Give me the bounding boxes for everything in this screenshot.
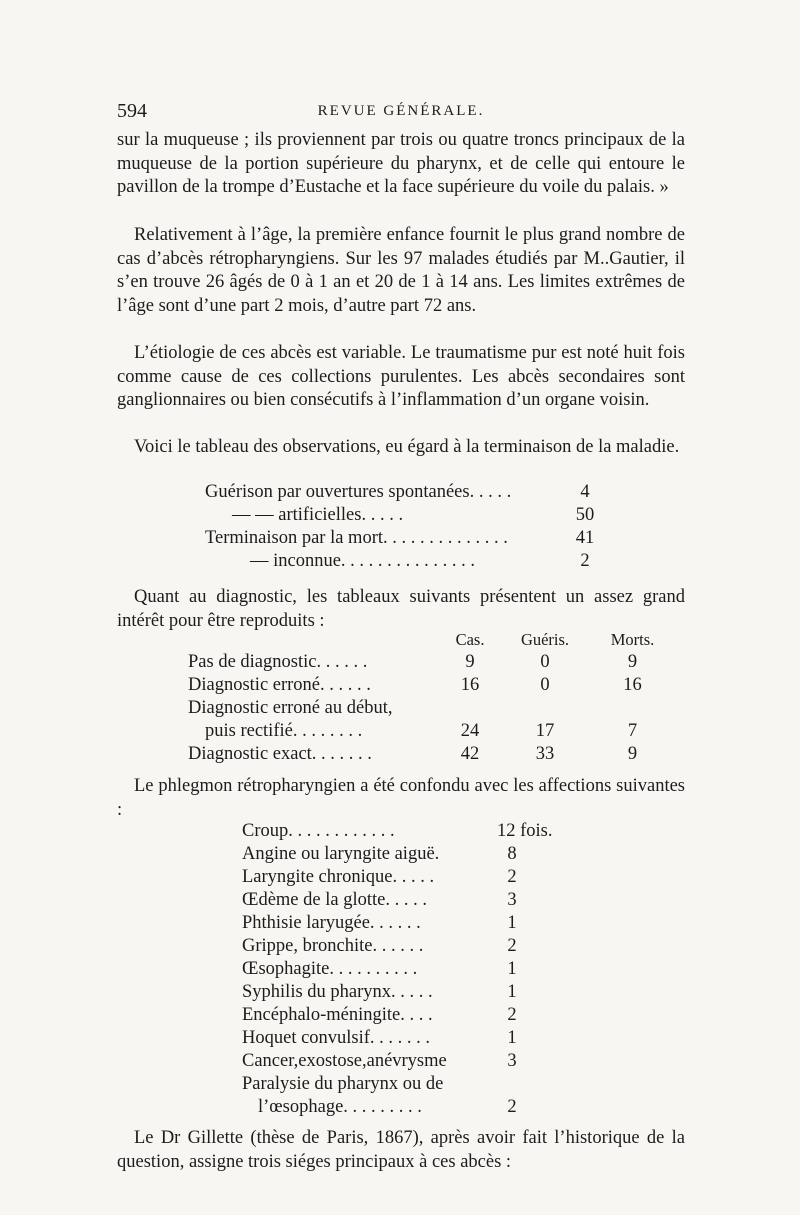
- paragraph-1: sur la muqueuse ; ils proviennent par trois ou quatre troncs principaux de la muqueuse de la portion supérieure du pharynx, et de celle qui entoure le pavillon de la trompe d’Eustache et la face supérieure du voile du palais. »: [117, 130, 685, 198]
- cell-morts: 9: [627, 744, 638, 764]
- cell-gueris: 0: [540, 652, 550, 672]
- row-value: 12 fois.: [497, 821, 553, 841]
- row-value: 1: [507, 913, 517, 933]
- row-label: Diagnostic erroné. . . . . .: [188, 675, 371, 695]
- row-label: Syphilis du pharynx. . . . .: [242, 982, 433, 1002]
- cell-cas: 9: [465, 652, 475, 672]
- row-label: Laryngite chronique. . . . .: [242, 867, 435, 887]
- row-label: Œsophagite. . . . . . . . . .: [242, 959, 418, 979]
- cell-cas: 42: [460, 744, 480, 764]
- row-label: Cancer,exostose,anévrysme: [242, 1051, 447, 1071]
- row-label: Paralysie du pharynx ou de: [242, 1074, 444, 1094]
- cell-gueris: 33: [535, 744, 555, 764]
- paragraph-6: Le phlegmon rétropharyngien a été confondu avec les affections suivantes :: [117, 776, 685, 820]
- page-header: [117, 100, 685, 126]
- row-value: 2: [507, 1005, 517, 1025]
- row-value: 1: [507, 982, 517, 1002]
- paragraph-5: Quant au diagnostic, les tableaux suivants présentent un assez grand intérêt pour être reproduits :: [117, 587, 685, 631]
- row-label: Hoquet convulsif. . . . . . .: [242, 1028, 431, 1048]
- row-label: Angine ou laryngite aiguë.: [242, 844, 440, 864]
- column-header-cas: Cas.: [455, 630, 485, 649]
- cell-cas: 24: [460, 721, 480, 741]
- row-label: Pas de diagnostic. . . . . .: [188, 652, 368, 672]
- row-value: 41: [575, 528, 595, 548]
- row-value: 3: [507, 890, 517, 910]
- paragraph-4: Voici le tableau des observations, eu égard à la terminaison de la maladie.: [134, 437, 680, 457]
- row-label: Terminaison par la mort. . . . . . . . . . . . . .: [205, 528, 508, 548]
- running-title: REVUE GÉNÉRALE.: [317, 103, 485, 119]
- cell-morts: 7: [627, 721, 638, 741]
- row-value: 2: [580, 551, 590, 571]
- row-value: 50: [575, 505, 595, 525]
- row-value: 2: [507, 1097, 517, 1117]
- page-number: 594: [117, 100, 147, 122]
- paragraph-7: Le Dr Gillette (thèse de Paris, 1867), après avoir fait l’historique de la question, assigne trois siéges principaux à ces abcès :: [117, 1128, 685, 1172]
- row-label: Croup. . . . . . . . . . . .: [242, 821, 395, 841]
- row-label: — inconnue. . . . . . . . . . . . . . .: [250, 551, 476, 571]
- row-label: Phthisie laryugée. . . . . .: [242, 913, 421, 933]
- row-label: puis rectifié. . . . . . . .: [205, 721, 363, 741]
- paragraph-2: Relativement à l’âge, la première enfance fournit le plus grand nombre de cas d’abcès rétropharyngiens. Sur les 97 malades étudiés par M..Gautier, il s’en trouve 26 âgés de 0 à 1 an et 20 de 1 à 14 ans. Les limites extrêmes de l’âge sont d’une part 2 mois, d’autre part 72 ans.: [117, 225, 685, 316]
- row-value: 4: [580, 482, 590, 502]
- cell-morts: 16: [623, 675, 642, 695]
- column-header-gueris: Guéris.: [520, 630, 570, 649]
- row-label: Diagnostic exact. . . . . . .: [188, 744, 372, 764]
- row-label: l’œsophage. . . . . . . . .: [258, 1097, 422, 1117]
- row-value: 1: [507, 1028, 517, 1048]
- row-label: Guérison par ouvertures spontanées. . . . .: [205, 482, 512, 502]
- row-value: 8: [507, 844, 517, 864]
- paragraph-3: L’étiologie de ces abcès est variable. Le traumatisme pur est noté huit fois comme cause de ces collections purulentes. Les abcès secondaires sont ganglionnaires ou bien consécutifs à l’inflammation d’un organe voisin.: [117, 343, 685, 411]
- row-value: 2: [507, 867, 517, 887]
- row-label: Œdème de la glotte. . . . .: [242, 890, 427, 910]
- cell-morts: 9: [627, 652, 638, 672]
- row-label: Encéphalo-méningite. . . .: [242, 1005, 433, 1025]
- row-value: 2: [507, 936, 517, 956]
- column-header-morts: Morts.: [610, 630, 655, 649]
- cell-cas: 16: [460, 675, 480, 695]
- cell-gueris: 0: [540, 675, 550, 695]
- row-label: Grippe, bronchite. . . . . .: [242, 936, 424, 956]
- cell-gueris: 17: [535, 721, 555, 741]
- row-label: Diagnostic erroné au début,: [188, 698, 393, 718]
- row-value: 3: [507, 1051, 517, 1071]
- row-label: — — artificielles. . . . .: [232, 505, 404, 525]
- row-value: 1: [507, 959, 517, 979]
